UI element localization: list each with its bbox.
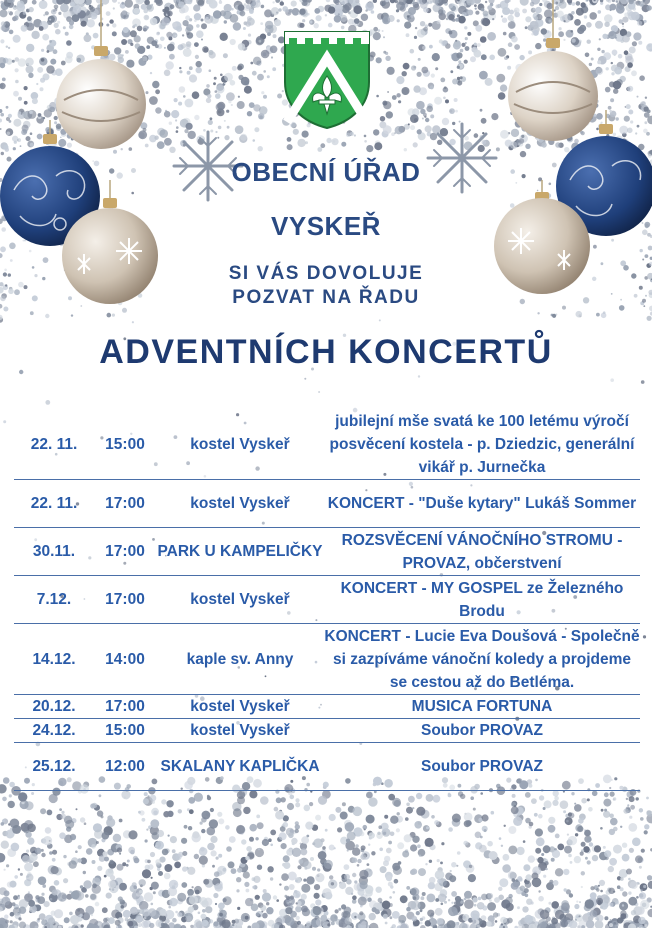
schedule-row [14, 528, 640, 576]
schedule-row [14, 743, 640, 791]
schedule-description: MUSICA FORTUNA [324, 695, 640, 719]
schedule-time: 17:00 [94, 528, 156, 576]
schedule-row [14, 480, 640, 528]
schedule-date: 22. 11. [14, 480, 94, 528]
schedule-description: Soubor PROVAZ [324, 719, 640, 743]
schedule-place: kostel Vyskeř [156, 410, 324, 480]
schedule-time: 15:00 [94, 719, 156, 743]
schedule-place: kostel Vyskeř [156, 576, 324, 624]
schedule-place: PARK U KAMPELIČKY [156, 528, 324, 576]
schedule-date: 20.12. [14, 695, 94, 719]
schedule-date: 24.12. [14, 719, 94, 743]
schedule-description: ROZSVĚCENÍ VÁNOČNÍHO STROMU - PROVAZ, občerstvení [324, 528, 640, 576]
schedule-place: kaple sv. Anny [156, 624, 324, 695]
schedule-description: KONCERT - "Duše kytary" Lukáš Sommer [324, 480, 640, 528]
schedule-row [14, 624, 640, 695]
concert-schedule-table [14, 410, 640, 791]
invite-line-2: POZVAT NA ŘADU [232, 287, 420, 308]
village-heading: VYSKEŘ [271, 211, 381, 241]
schedule-time: 17:00 [94, 480, 156, 528]
schedule-date: 22. 11. [14, 410, 94, 480]
schedule-description: jubilejní mše svatá ke 100 letému výročí posvěcení kostela - p. Dziedzic, generální vikář p. Jurnečka [324, 410, 640, 480]
schedule-description: KONCERT - MY GOSPEL ze Železného Brodu [324, 576, 640, 624]
schedule-date: 14.12. [14, 624, 94, 695]
schedule-row [14, 410, 640, 480]
schedule-row [14, 719, 640, 743]
office-heading: OBECNÍ ÚŘAD [231, 157, 421, 187]
schedule-time: 12:00 [94, 743, 156, 791]
village-crest-logo [281, 24, 373, 130]
schedule-place: kostel Vyskeř [156, 719, 324, 743]
event-title: ADVENTNÍCH KONCERTŮ [99, 333, 553, 371]
schedule-row [14, 576, 640, 624]
schedule-date: 25.12. [14, 743, 94, 791]
schedule-time: 15:00 [94, 410, 156, 480]
schedule-time: 17:00 [94, 576, 156, 624]
schedule-place: kostel Vyskeř [156, 695, 324, 719]
invite-line-1: SI VÁS DOVOLUJE [228, 263, 424, 284]
schedule-date: 7.12. [14, 576, 94, 624]
schedule-place: kostel Vyskeř [156, 480, 324, 528]
schedule-time: 17:00 [94, 695, 156, 719]
schedule-row [14, 695, 640, 719]
schedule-date: 30.11. [14, 528, 94, 576]
schedule-time: 14:00 [94, 624, 156, 695]
schedule-description: KONCERT - Lucie Eva Doušová - Společně si zazpíváme vánoční koledy a projdeme se cestou až do Betléma. [324, 624, 640, 695]
schedule-place: SKALANY KAPLIČKA [156, 743, 324, 791]
schedule-description: Soubor PROVAZ [324, 743, 640, 791]
